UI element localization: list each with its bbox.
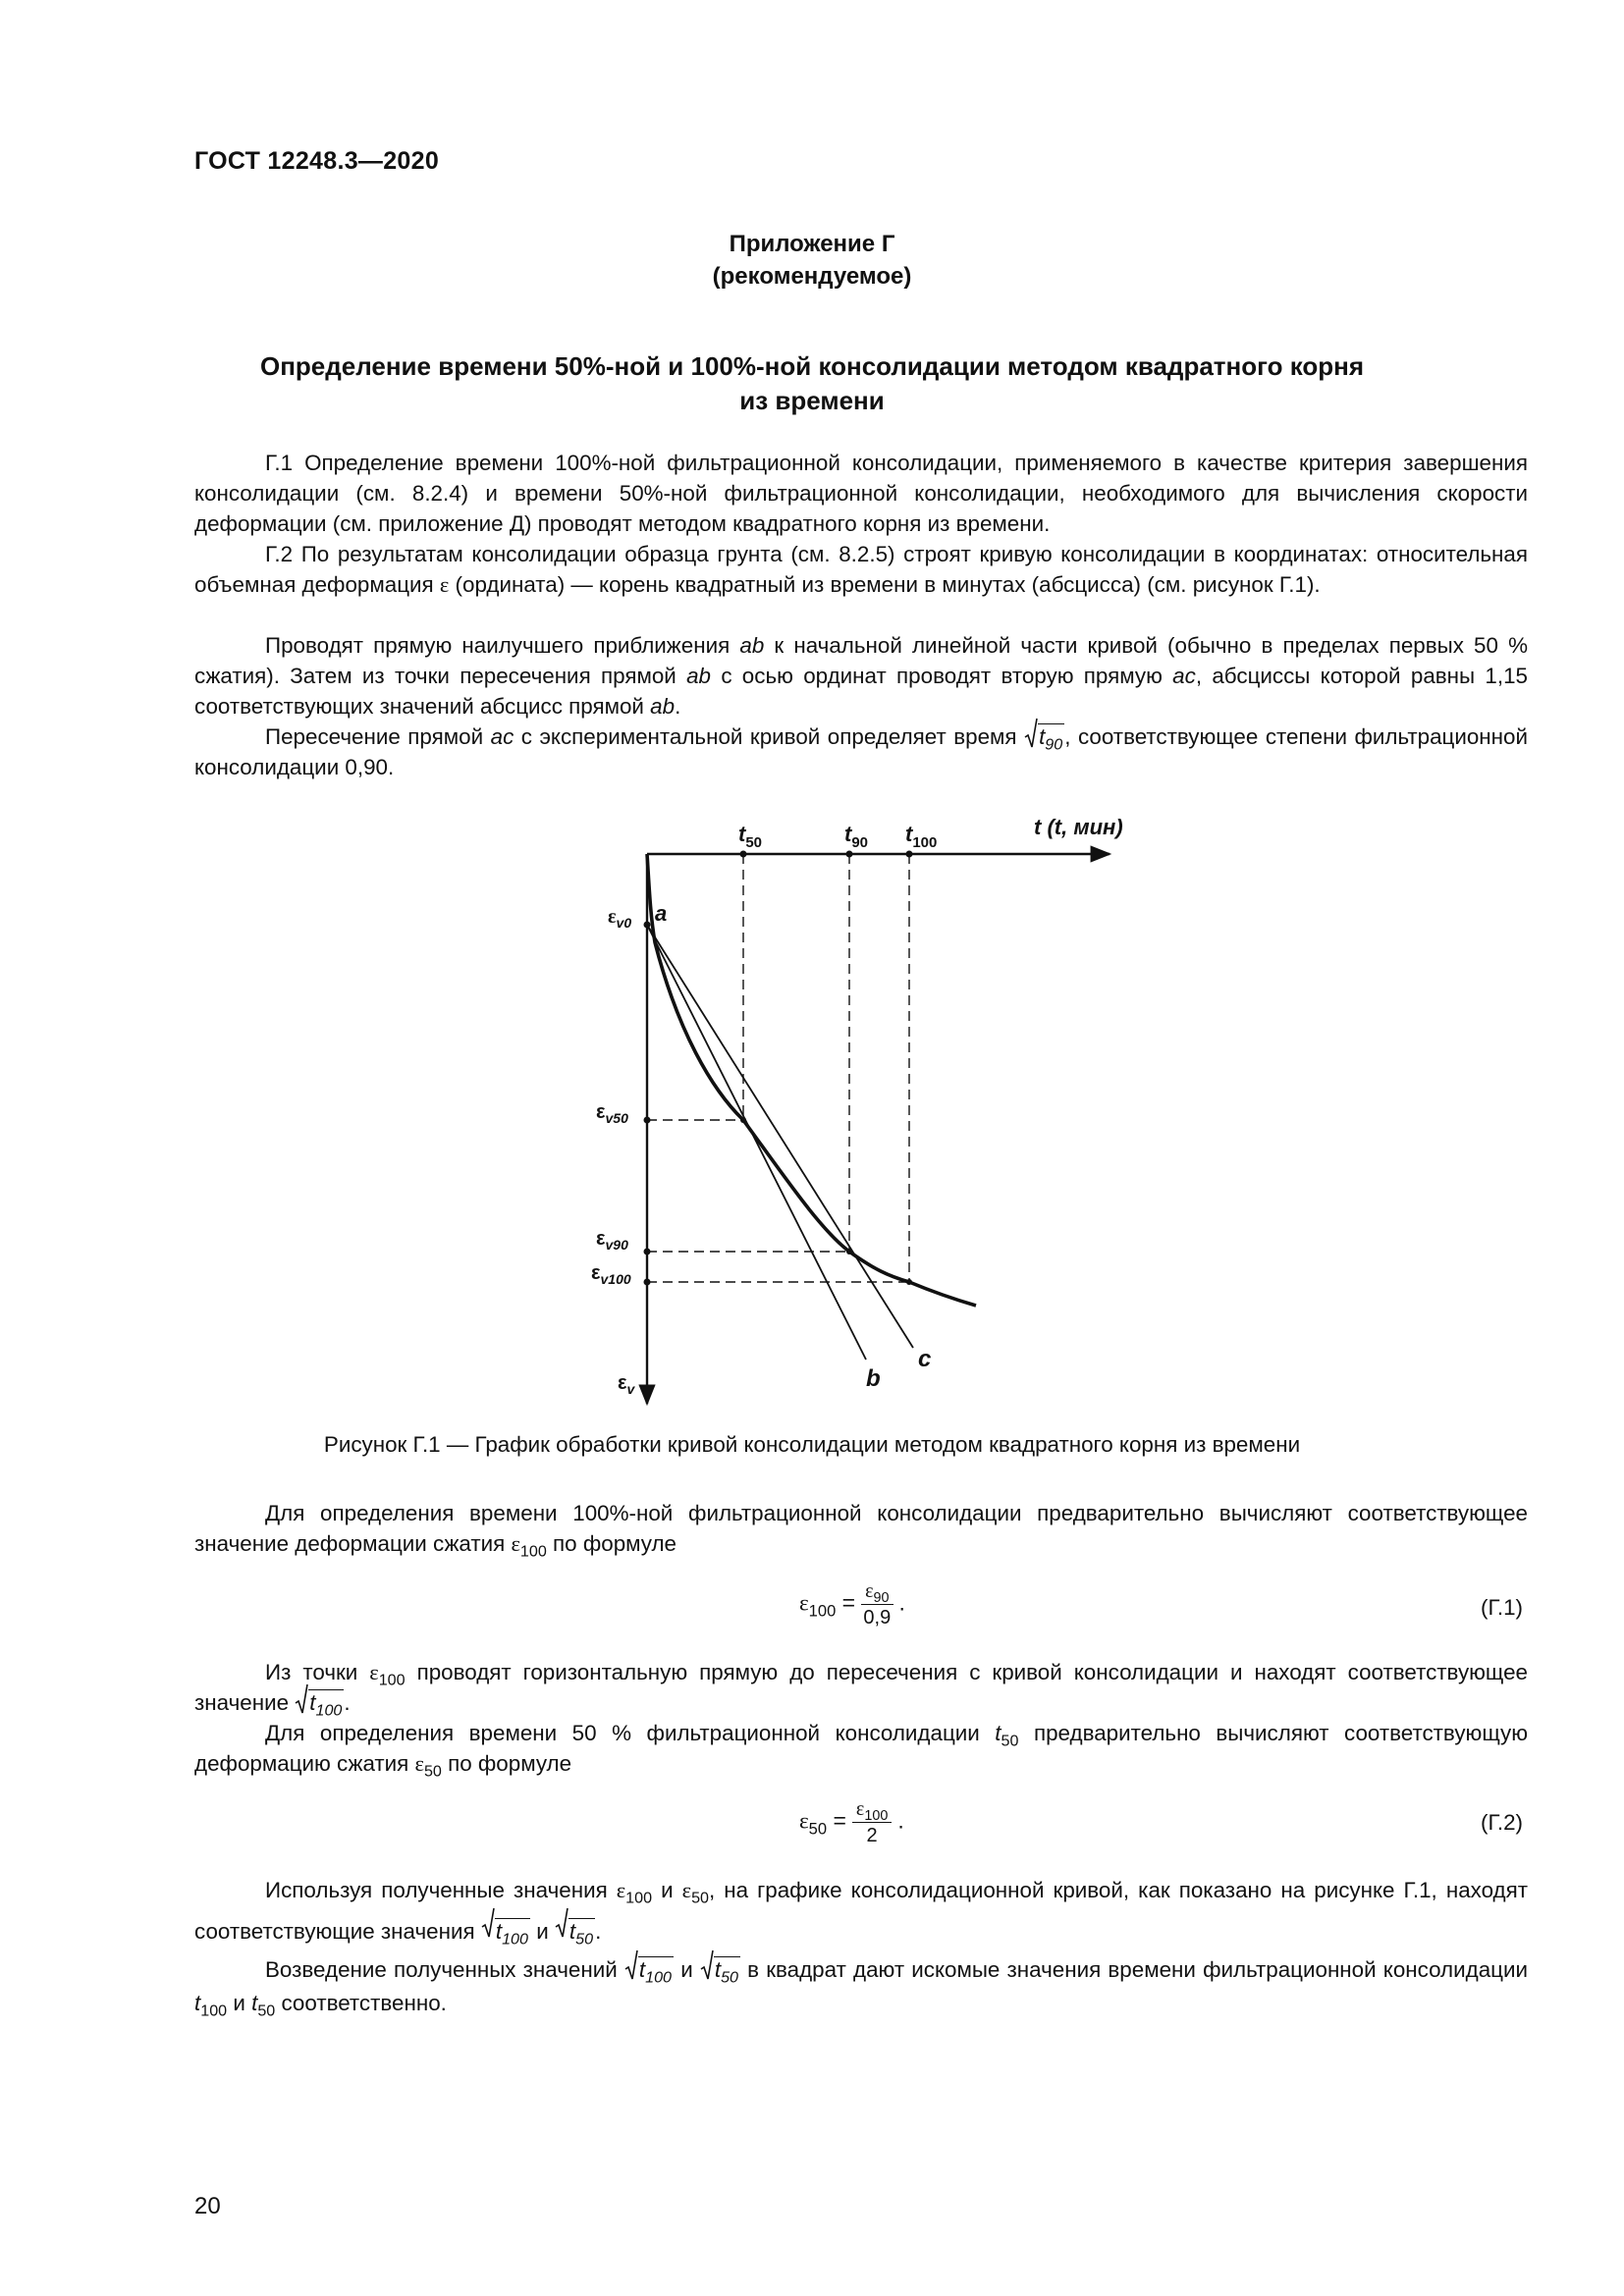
- label-point-c: c: [918, 1346, 932, 1372]
- label-ev100: $\varepsilon_{v100}$: [591, 1262, 631, 1287]
- appendix-heading: [0, 228, 1624, 293]
- label-t90: $t_{90}$: [844, 822, 869, 851]
- appendix-title: [0, 349, 1624, 418]
- page-number: 20: [194, 2193, 221, 2219]
- sqrt-t100-c: $t_{100}$: [624, 1953, 674, 1987]
- consolidation-figure: [550, 800, 1159, 1409]
- label-t50: $t_{50}$: [738, 822, 763, 851]
- paragraph-best-fit: Проводят прямую наилучшего приближения ab к начальной линейной части кривой (обычно в пределах первых 50 % сжатия). Затем из точки пересечения прямой ab с осью ординат проводят вторую прямую ac, абсциссы которой равны 1,15 соответствующих значений абсцисс прямой ab.: [194, 633, 1528, 719]
- label-point-b: b: [866, 1365, 881, 1392]
- consolidation-curve: [647, 854, 976, 1306]
- sqrt-t50-b: $t_{50}$: [700, 1953, 740, 1987]
- document-header: ГОСТ 12248.3—2020: [194, 147, 440, 175]
- paragraph-g2: Г.2 По результатам консолидации образца грунта (см. 8.2.5) строят кривую консолидации в координатах: относительная объемная деформация ε (ордината) — корень квадратный из времени в минутах (абсцисса) (см. рисунок Г.1).: [194, 542, 1528, 597]
- label-point-a: a: [655, 901, 668, 926]
- line-ac: [647, 925, 913, 1348]
- sqrt-t100-b: $t_{100}$: [481, 1911, 530, 1952]
- sqrt-t50: $t_{50}$: [555, 1911, 595, 1952]
- axis-points: [644, 851, 913, 1286]
- line-ab: [647, 925, 866, 1360]
- appendix-label: Приложение Г: [729, 231, 895, 257]
- title-line-2: из времени: [739, 386, 885, 415]
- paragraph-using-values: Используя полученные значения $\varepsilon_{100}$ и $\varepsilon_{50}$, на графике консолидационной кривой, как показано на рисунке Г.1, находят соответствующие значения $t_{100}$ и $t_{50}$.: [194, 1870, 1528, 1952]
- figure-caption: Рисунок Г.1 — График обработки кривой консолидации методом квадратного корня из времени: [323, 1432, 1301, 1457]
- equation-number-g1: (Г.1): [1481, 1595, 1523, 1620]
- label-ev90: $\varepsilon_{v90}$: [596, 1228, 628, 1253]
- paragraph-intersection: Пересечение прямой ac с экспериментальной кривой определяет время $t_{90}$, соответствующее степени фильтрационной консолидации 0,90.: [194, 721, 1528, 782]
- label-ev0: $\varepsilon_{v0}$: [608, 906, 632, 931]
- t-axis-label: t (t, мин): [1034, 815, 1123, 839]
- paragraph-g1: Г.1 Определение времени 100%-ной фильтрационной консолидации, применяемого в качестве критерия завершения консолидации (см. 8.2.4) и времени 50%-ной фильтрационной консолидации, необходимого для вычисления скорости деформации (см. приложение Д) проводят методом квадратного корня из времени.: [194, 451, 1528, 536]
- label-ev50: $\varepsilon_{v50}$: [596, 1101, 628, 1126]
- sqrt-t90: $t_{90}$: [1024, 721, 1064, 752]
- paragraph-squaring: Возведение полученных значений $t_{100}$ и $t_{50}$ в квадрат дают искомые значения времени фильтрационной консолидации $t_{100}$ и $t_{50}$ соответственно.: [194, 1953, 1528, 2020]
- paragraph-horizontal-line: Из точки $\varepsilon_{100}$ проводят горизонтальную прямую до пересечения с кривой консолидации и находят соответствующее значение $t_{100}$.: [194, 1660, 1529, 1720]
- label-t100: $t_{100}$: [905, 822, 938, 851]
- dashed-guides: [647, 854, 909, 1282]
- paragraph-eps100: Для определения времени 100%-ной фильтрационной консолидации предварительно вычисляют соответствующее значение деформации сжатия $\varepsilon_{100}$ по формуле: [194, 1501, 1528, 1561]
- sqrt-t100: $t_{100}$: [295, 1687, 344, 1718]
- appendix-status: (рекомендуемое): [712, 263, 912, 290]
- formula-g1: $\varepsilon_{100}$ = $\frac{\varepsilon_{90}}{0,9}$ .: [799, 1580, 905, 1629]
- equation-number-g2: (Г.2): [1481, 1810, 1523, 1835]
- formula-g2: $\varepsilon_{50}$ = $\frac{\varepsilon_{100}}{2}$ .: [799, 1798, 904, 1846]
- label-ev: $\varepsilon_v$: [618, 1372, 635, 1397]
- title-line-1: Определение времени 50%-ной и 100%-ной консолидации методом квадратного корня: [259, 351, 1365, 381]
- paragraph-eps50: Для определения времени 50 % фильтрационной консолидации $t_{50}$ предварительно вычисляют соответствующую деформацию сжатия $\varepsilon_{50}$ по формуле: [194, 1721, 1528, 1781]
